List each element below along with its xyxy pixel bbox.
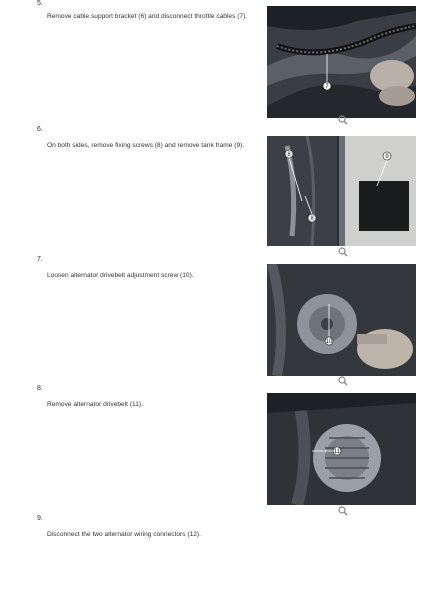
callout-7: 7	[325, 84, 329, 90]
callout-8: 8	[287, 152, 291, 158]
engine-photo-throttle-cables	[267, 6, 416, 118]
step-instruction: Disconnect the two alternator wiring connectors (12).	[47, 531, 201, 538]
callout-8: 8	[310, 216, 314, 222]
step-photo[interactable]	[267, 393, 416, 505]
magnifier-zoom-icon[interactable]	[338, 376, 348, 386]
step-photo[interactable]	[267, 6, 416, 118]
step-photo[interactable]	[267, 136, 416, 246]
magnifier-zoom-icon[interactable]	[338, 115, 348, 125]
callout-9: 9	[385, 154, 389, 160]
step-instruction: Loosen alternator drivebelt adjustment screw (10).	[47, 272, 194, 279]
callout-10: 10	[325, 339, 333, 345]
callout-11: 11	[333, 449, 341, 455]
step-number: 5.	[37, 0, 43, 7]
step-number: 8.	[37, 385, 43, 392]
step-instruction: Remove alternator drivebelt (11).	[47, 401, 143, 408]
step-instruction: Remove cable support bracket (6) and disconnect throttle cables (7).	[47, 13, 248, 20]
engine-photo-tank-frame	[267, 136, 416, 246]
step-number: 7.	[37, 256, 43, 263]
step-number: 6.	[37, 126, 43, 133]
step-number: 9.	[37, 515, 43, 522]
step-photo[interactable]	[267, 264, 416, 376]
step-instruction: On both sides, remove fixing screws (8) and remove tank frame (9).	[47, 142, 245, 149]
magnifier-zoom-icon[interactable]	[338, 506, 348, 516]
magnifier-zoom-icon[interactable]	[338, 247, 348, 257]
engine-photo-alternator-belt	[267, 393, 416, 505]
engine-photo-alternator-adjustment	[267, 264, 416, 376]
